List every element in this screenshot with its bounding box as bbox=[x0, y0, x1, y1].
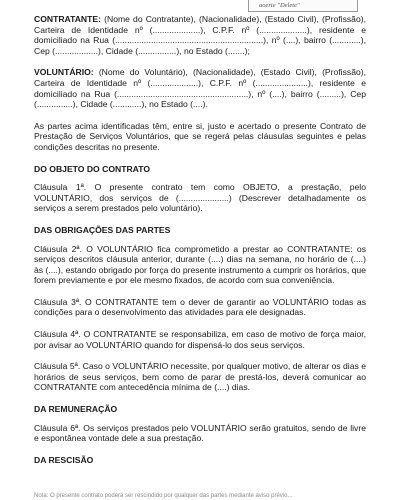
section-heading-rescisao: DA RESCISÃO bbox=[34, 454, 94, 465]
voluntario-label: VOLUNTÁRIO: bbox=[34, 67, 94, 78]
contract-document bbox=[34, 14, 366, 465]
clause-2: Cláusula 2ª. O VOLUNTÁRIO fica comprometido a prestar ao CONTRATANTE: os serviços descritos cláusula anterior, durante (....) dias na semana, no horário de (....) às (....), estando obrigado por força do presente instrumento a cumprir os horários, que forem previamente e por ele mesmo fixados, de acordo com sua conveniência. bbox=[34, 243, 366, 286]
section-heading-obrigacoes: DAS OBRIGAÇÕES DAS PARTES bbox=[34, 224, 171, 235]
contratante-label: CONTRATANTE: bbox=[34, 14, 101, 24]
contratante-text: (Nome do Contratante), (Nacionalidade), (Estado Civil), (Profissão), Carteira de Identidade nº (....................), C.P.F. nº (....................), residente e domiciliado na Rua (..............................................................), nº (....), bairro (............), Cep (..................), Cidade (................), no Estado (.......); bbox=[34, 14, 366, 56]
clause-3: Cláusula 3ª. O CONTRATANTE tem o dever de garantir ao VOLUNTÁRIO todas as condições para o desenvolvimento das atividades para ele designadas. bbox=[34, 296, 366, 318]
voluntario-text: (Nome do Voluntário), (Nacionalidade), (Estado Civil), (Profissão), Carteira de Identidade nº (....................), C.P.F. nº (......................), residente e domiciliado na Rua (.......................................................), nº (....), bairro (.........), Cep (...............), Cidade (............), no Estado (....). bbox=[34, 67, 366, 110]
top-note-box bbox=[248, 0, 358, 12]
contratante-paragraph bbox=[34, 14, 366, 56]
clause-4: Cláusula 4ª. O CONTRATANTE se responsabiliza, em caso de motivo de força maior, por avisar ao VOLUNTÁRIO quando for dispensá-lo dos seus serviços. bbox=[34, 329, 366, 350]
top-note-text: aoerte "Delete" bbox=[259, 2, 300, 9]
clause-1: Cláusula 1ª. O presente contrato tem como OBJETO, a prestação, pelo VOLUNTÁRIO, dos serviços de (.....................) (Descrever detalhadamente os serviços a serem prestados pelo voluntário). bbox=[34, 182, 366, 214]
footer-hint: Nota: O presente contrato poderá ser rescindido por qualquer das partes mediante aviso prévio... bbox=[34, 493, 293, 499]
section-heading-objeto: DO OBJETO DO CONTRATO bbox=[34, 163, 151, 174]
intro-paragraph: As partes acima identificadas têm, entre si, justo e acertado o presente Contrato de Prestação de Serviços Voluntários, que se regerá pelas cláusulas seguintes e pelas condições descritas no presente. bbox=[34, 120, 366, 152]
voluntario-paragraph bbox=[34, 67, 366, 109]
clause-6: Cláusula 6ª. Os serviços prestados pelo VOLUNTÁRIO serão gratuitos, sendo de livre e espontânea vontade dele a sua prestação. bbox=[34, 422, 366, 444]
section-heading-remuneracao: DA REMUNERAÇÃO bbox=[34, 404, 118, 415]
clause-5: Cláusula 5ª. Caso o VOLUNTÁRIO necessite, por qualquer motivo, de alterar os dias e horários de seus serviços, bem como de parar de prestá-los, deverá comunicar ao CONTRATANTE com antecedência mínima de (....) dias. bbox=[34, 361, 366, 393]
